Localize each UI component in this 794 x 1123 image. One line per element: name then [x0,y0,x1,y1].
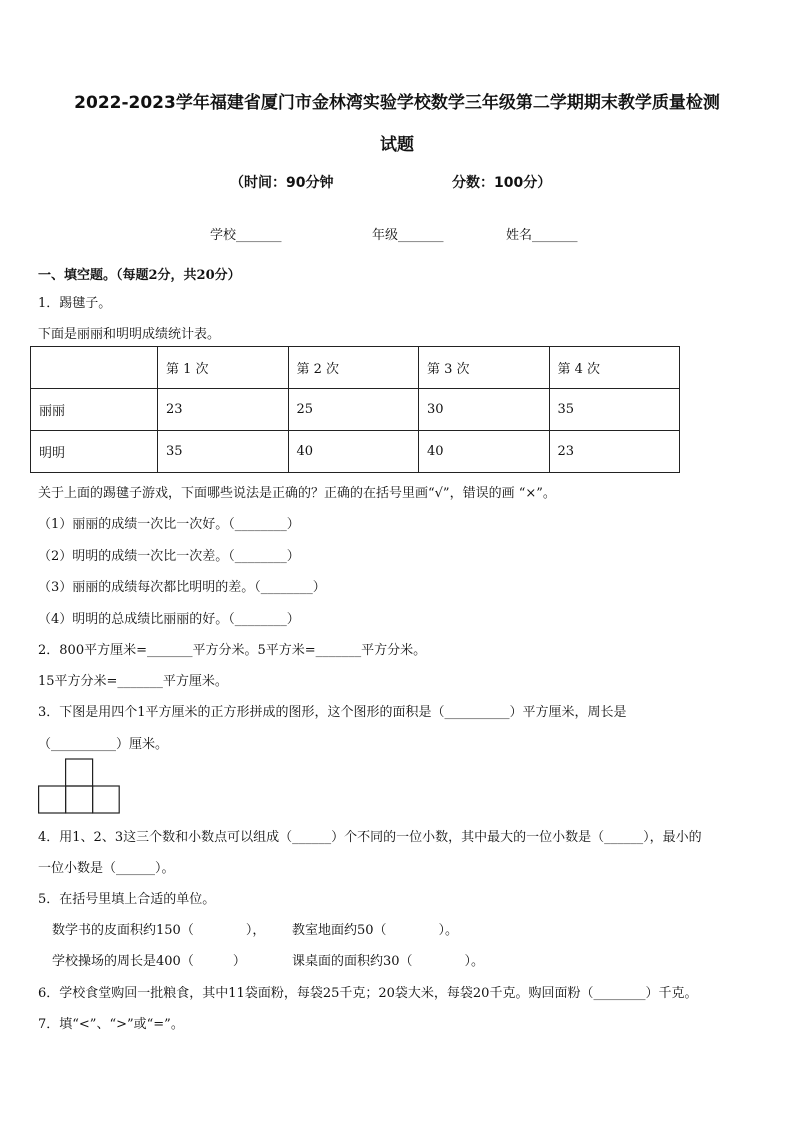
table-cell: 40 [288,431,419,473]
q7-text: 7．填“<”、“>”或“=”。 [38,1017,184,1032]
time-label: （时间：90分钟 [230,175,334,191]
table-cell: 丽丽 [31,389,158,431]
square [66,759,93,786]
name-field: 姓名_______ [506,228,578,243]
q1-item: （2）明明的成绩一次比一次差。（________） [38,549,300,564]
q1-item: （3）丽丽的成绩每次都比明明的差。（________） [38,580,326,595]
q1-item: （1）丽丽的成绩一次比一次好。（________） [38,517,300,532]
section-heading: 一、填空题。（每题2分，共20分） [38,268,241,283]
q5-item-b: 教室地面约50（ ）。 [292,923,459,938]
square [66,786,93,813]
q5-heading: 5．在括号里填上合适的单位。 [38,892,216,907]
q5-item-d: 课桌面的面积约30（ ）。 [292,954,485,969]
q3-line2: （__________）厘米。 [38,737,169,752]
q1-intro: 下面是丽丽和明明成绩统计表。 [38,327,221,342]
q4-line1: 4．用1、2、3这三个数和小数点可以组成（______）个不同的一位小数，其中最大的一位小数是（______），最小的 [38,830,702,845]
q1-question: 关于上面的踢毽子游戏，下面哪些说法是正确的？正确的在括号里画“√”，错误的画 “×”。 [38,486,556,501]
table-cell: 明明 [31,431,158,473]
table-cell: 40 [419,431,550,473]
q4-line2: 一位小数是（______）。 [38,861,175,876]
q5-item-a: 数学书的皮面积约150（ ）， [52,923,266,938]
q5-item-c: 学校操场的周长是400（ ） [52,954,246,969]
score-table [30,346,680,473]
q2-line1: 2．800平方厘米=_______平方分米。5平方米=_______平方分米。 [38,643,427,658]
q6-text: 6．学校食堂购回一批粮食，其中11袋面粉，每袋25千克；20袋大米，每袋20千克。购回面粉（________）千克。 [38,986,698,1001]
table-cell: 35 [158,431,289,473]
table-cell: 23 [158,389,289,431]
q1-item: （4）明明的总成绩比丽丽的好。（________） [38,612,300,627]
page-title-line1: 2022-2023学年福建省厦门市金林湾实验学校数学三年级第二学期期末教学质量检测 [74,93,720,113]
table-cell: 30 [419,389,550,431]
q1-heading: 1．踢毽子。 [38,296,112,311]
table-header: 第 2 次 [288,347,419,389]
school-field: 学校_______ [210,228,282,243]
table-header: 第 3 次 [419,347,550,389]
square [39,786,66,813]
table-row [31,389,680,431]
table-header: 第 1 次 [158,347,289,389]
q3-line1: 3．下图是用四个1平方厘米的正方形拼成的图形，这个图形的面积是（__________）平方厘米，周长是 [38,705,627,720]
table-header-row [31,347,680,389]
table-cell: 35 [549,389,680,431]
square [93,786,120,813]
table-cell [31,347,158,389]
grade-field: 年级_______ [372,228,444,243]
q2-line2: 15平方分米=_______平方厘米。 [38,674,228,689]
table-cell: 23 [549,431,680,473]
squares-figure [38,758,120,814]
table-header: 第 4 次 [549,347,680,389]
page-title-line2: 试题 [380,135,414,155]
table-cell: 25 [288,389,419,431]
score-label: 分数：100分） [452,175,552,191]
table-row [31,431,680,473]
